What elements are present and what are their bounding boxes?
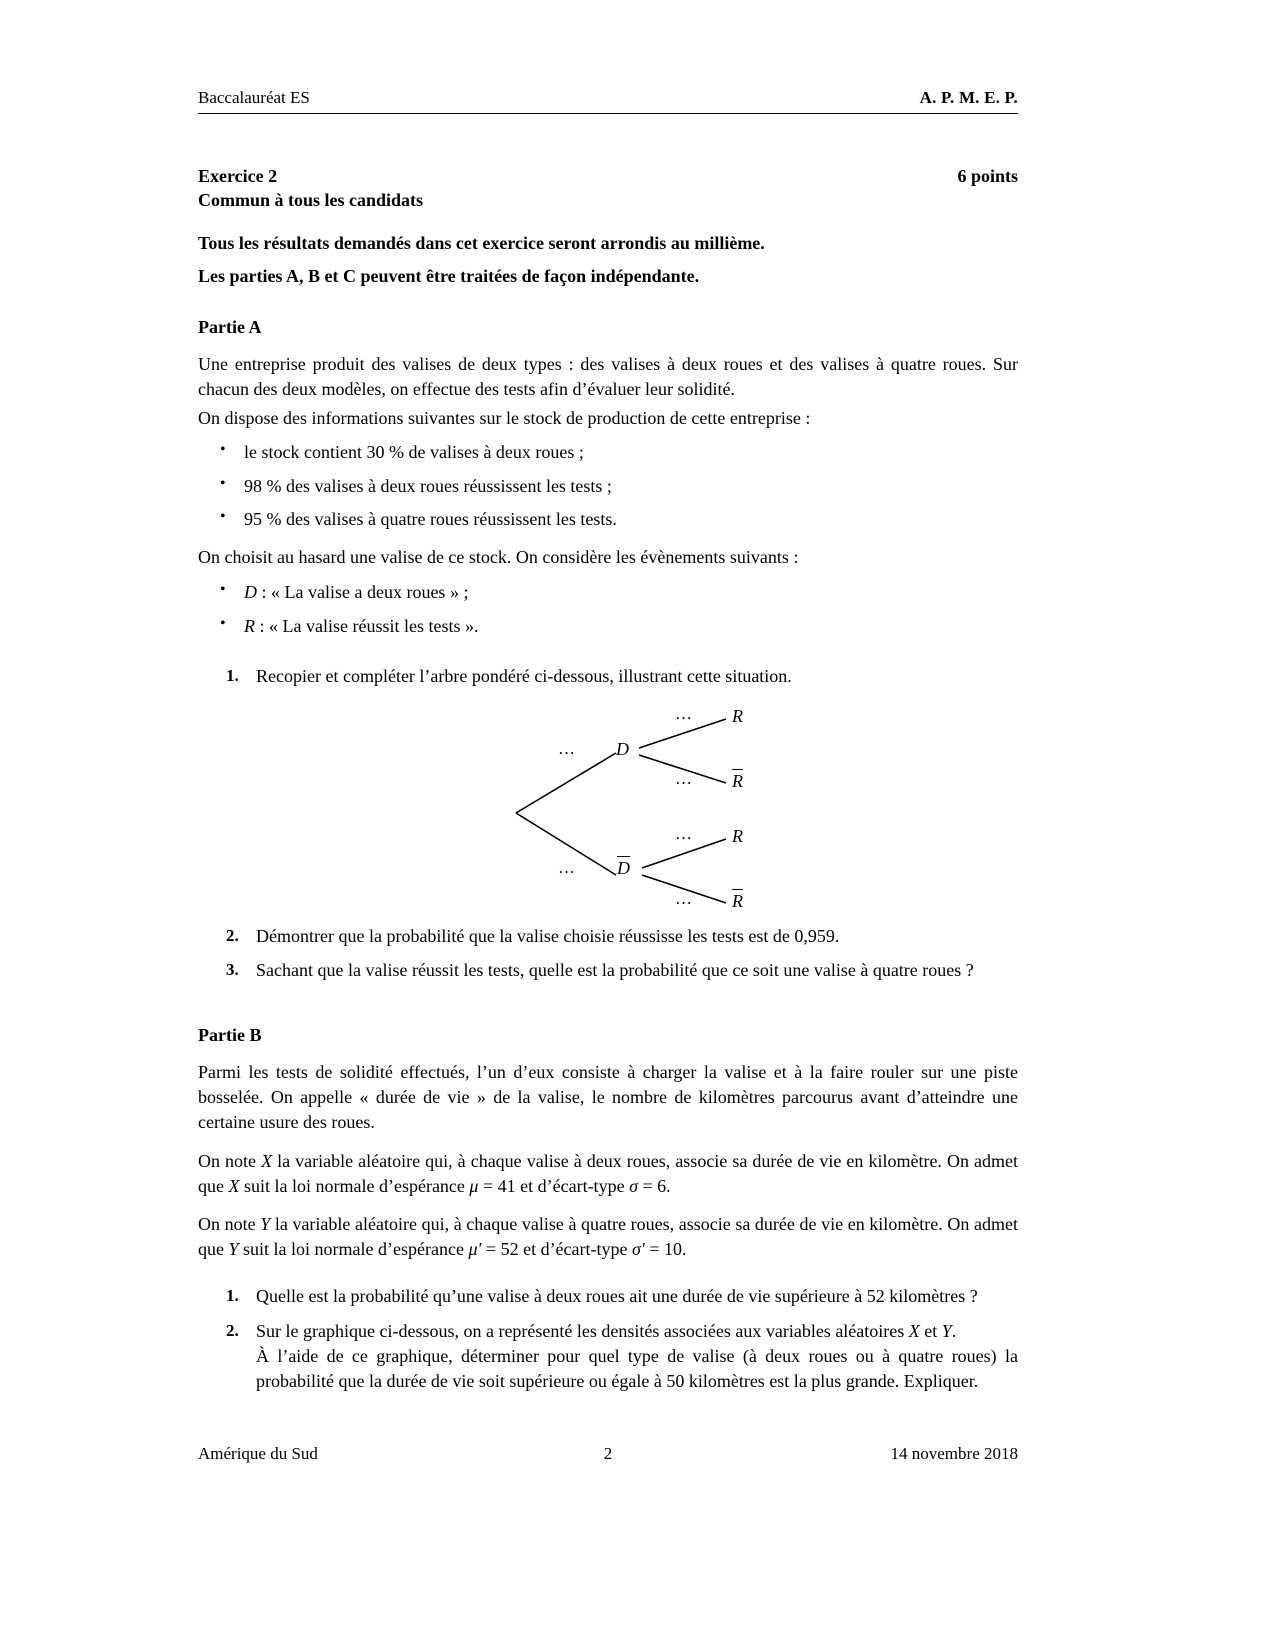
exercise-note-rounding: Tous les résultats demandés dans cet exercice seront arrondis au millième. <box>198 233 765 253</box>
part-a-events-list <box>198 580 1018 638</box>
text-fragment: suit la loi normale d’espérance <box>239 1175 470 1196</box>
symbol-mu-prime: μ′ <box>468 1239 482 1260</box>
variable-x: X <box>261 1150 273 1171</box>
part-b-intro-3 <box>198 1212 1018 1262</box>
tree-leaf-r-bottom: R <box>732 825 743 846</box>
part-b-intro-1: Parmi les tests de solidité effectués, l’un d’eux consiste à charger la valise et à la faire rouler sur une piste bosselée. On appelle « durée de vie » de la valise, le nombre de kilomètres parcourus avant d’atteindre une certaine usure des roues. <box>198 1062 1018 1132</box>
variable-y: Y <box>941 1320 952 1341</box>
text-fragment: la variable aléatoire qui, à chaque valise à quatre roues, associe sa durée de vie en kilomètre. On admet que <box>198 1214 1018 1260</box>
text-fragment: suit la loi normale d’espérance <box>238 1239 469 1260</box>
tree-prob-dbar: … <box>558 857 575 877</box>
tree-leaf-r-top: R <box>732 705 743 726</box>
symbol-sigma-prime: σ′ <box>632 1239 645 1260</box>
tree-node-d-bar: D <box>617 857 630 878</box>
tree-prob-rbar-bottom: … <box>675 888 692 908</box>
list-item: Quelle est la probabilité qu’une valise à deux roues ait une durée de vie supérieure à 52 kilomètres ? <box>256 1286 978 1307</box>
page-number: 2 <box>603 1444 613 1463</box>
part-b-intro-2 <box>198 1149 1018 1199</box>
event-symbol-d: D <box>244 582 257 603</box>
symbol-sigma: σ <box>629 1175 638 1196</box>
event-text-d: : « La valise a deux roues » ; <box>257 582 469 603</box>
list-item <box>244 614 1018 638</box>
tree-branches-svg <box>198 703 1018 918</box>
tree-leaf-rbar-bottom: R <box>732 890 743 911</box>
tree-prob-d: … <box>558 738 575 758</box>
variable-y: Y <box>260 1214 271 1235</box>
tree-prob-rbar-top: … <box>675 768 692 788</box>
exercise-title: Exercice 2 <box>198 166 278 186</box>
page-footer <box>198 1444 1018 1464</box>
list-item: • 95 % des valises à quatre roues réussissent les tests. <box>244 507 1018 531</box>
tree-node-d: D <box>616 738 629 759</box>
text-fragment: . <box>951 1320 957 1341</box>
part-a-intro-3: On choisit au hasard une valise de ce stock. On considère les évènements suivants : <box>198 547 799 568</box>
page-content <box>198 88 1018 1403</box>
list-item: Démontrer que la probabilité que la valise choisie réussisse les tests est de 0,959. <box>256 925 840 946</box>
text-fragment: = 6. <box>637 1175 671 1196</box>
list-item: • le stock contient 30 % de valises à deux roues ; <box>244 440 1018 464</box>
variable-x: X <box>228 1175 240 1196</box>
list-item: Sachant que la valise réussit les tests, quelle est la probabilité que ce soit une valise à quatre roues ? <box>256 960 974 981</box>
text-fragment: On note <box>198 1214 261 1235</box>
variable-x: X <box>908 1320 920 1341</box>
symbol-mu: μ <box>469 1175 479 1196</box>
text-fragment: On note <box>198 1150 262 1171</box>
exercise-title-row <box>198 166 1018 187</box>
footer-date: 14 novembre 2018 <box>890 1444 1018 1463</box>
page-header <box>198 88 1018 114</box>
list-item <box>244 580 1018 604</box>
part-a-questions-2-3 <box>198 924 1018 984</box>
header-right-text: A. P. M. E. P. <box>919 88 1018 107</box>
variable-y: Y <box>228 1239 239 1260</box>
exercise-points: 6 points <box>957 166 1018 186</box>
part-a-facts-list <box>198 440 1018 531</box>
exercise-subtitle: Commun à tous les candidats <box>198 190 424 210</box>
exercise-note-independent: Les parties A, B et C peuvent être traitées de façon indépendante. <box>198 266 700 286</box>
footer-location: Amérique du Sud <box>198 1444 318 1463</box>
tree-prob-r-top: … <box>675 703 692 723</box>
probability-tree-diagram <box>198 703 1018 918</box>
text-fragment: = 52 et d’écart-type <box>481 1239 633 1260</box>
part-a-intro-2: On dispose des informations suivantes sur le stock de production de cette entreprise : <box>198 407 811 428</box>
part-a-question-1 <box>198 664 1018 689</box>
list-item: Recopier et compléter l’arbre pondéré ci-dessous, illustrant cette situation. <box>256 665 792 686</box>
part-b-questions <box>198 1284 1018 1393</box>
tree-prob-r-bottom: … <box>675 823 692 843</box>
event-text-r: : « La valise réussit les tests ». <box>255 615 479 636</box>
question-2-part-b-text: À l’aide de ce graphique, déterminer pour quel type de valise (à deux roues ou à quatre roues) la probabilité que la durée de vie soit supérieure ou égale à 50 kilomètres est la plus grande. Expliquer. <box>256 1345 1018 1391</box>
text-fragment: = 41 et d’écart-type <box>478 1175 630 1196</box>
text-fragment: et <box>919 1320 942 1341</box>
list-item <box>256 1319 1018 1393</box>
event-symbol-r: R <box>244 615 255 636</box>
text-fragment: = 10. <box>644 1239 687 1260</box>
section-heading-part-a: Partie A <box>198 317 262 337</box>
tree-leaf-rbar-top: R <box>732 770 743 791</box>
text-fragment: Sur le graphique ci-dessous, on a représenté les densités associées aux variables aléatoires <box>256 1320 909 1341</box>
part-a-intro-1: Une entreprise produit des valises de deux types : des valises à deux roues et des valises à quatre roues. Sur chacun des deux modèles, on effectue des tests afin d’évaluer leur solidité. <box>198 354 1018 399</box>
list-item: • 98 % des valises à deux roues réussissent les tests ; <box>244 474 1018 498</box>
section-heading-part-b: Partie B <box>198 1025 262 1046</box>
text-fragment: la variable aléatoire qui, à chaque valise à deux roues, associe sa durée de vie en kilomètre. On admet que <box>198 1150 1018 1196</box>
header-left-text: Baccalauréat ES <box>198 88 310 107</box>
